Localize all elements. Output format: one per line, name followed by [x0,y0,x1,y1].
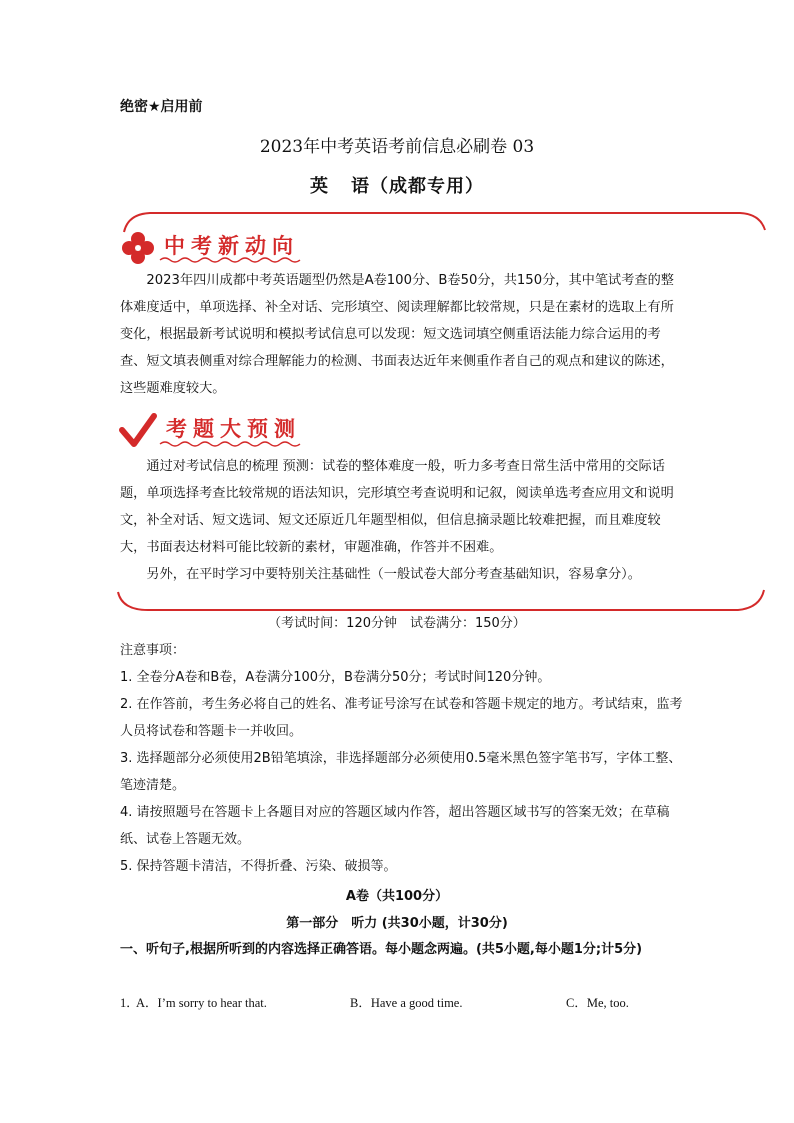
note-item: 3. 选择题部分必须使用2B铅笔填涂，非选择题部分必须使用0.5毫米黑色签字笔书写，字体工整、笔迹清楚。 [120,751,682,793]
subject-title: 英 语（成都专用） [310,176,484,197]
part-title: 第一部分 听力 (共30小题，计30分) [286,916,508,931]
page-title: 2023年中考英语考前信息必刷卷 03 [259,137,535,157]
option-a: A．I’m sorry to hear that. [136,996,267,1010]
question-number: 1． [120,996,139,1010]
confidential-label: 绝密★启用前 [120,99,203,115]
note-item: 2. 在作答前，考生务必将自己的姓名、准考证号涂写在试卷和答题卡规定的地方。考试结束，监考人员将试卷和答题卡一并收回。 [120,697,683,739]
notes-title: 注意事项： [120,643,186,658]
exam-info: （考试时间：120分钟 试卷满分：150分） [268,616,526,631]
option-b: B．Have a good time. [350,996,463,1010]
volume-title: A卷（共100分） [345,889,449,904]
predict-paragraph: 通过对考试信息的梳理 预测：试卷的整体难度一般，听力多考查日常生活中常用的交际话题，单项选择考查比较常规的语法知识，完形填空考查说明和记叙，阅读单选考查应用文和说明文，补全对话、短文选词、短文还原近几年题型相似，但信息摘录题比较难把握，而且难度较大，书面表达材料可能比较新的素材，审题准确，作答并不困难。 另外，在平时学习中要特别关注基础性（一般试卷大部分考查基础知识，容易拿分）。 [120,459,674,582]
note-item: 1. 全卷分A卷和B卷，A卷满分100分，B卷满分50分；考试时间120分钟。 [120,670,551,685]
section-instruction: 一、听句子,根据所听到的内容选择正确答语。每小题念两遍。(共5小题,每小题1分;计5分) [120,942,643,957]
trends-paragraph: 2023年四川成都中考英语题型仍然是A卷100分、B卷50分，共150分，其中笔试考查的整体难度适中，单项选择、补全对话、完形填空、阅读理解都比较常规，只是在素材的选取上有所变化，根据最新考试说明和模拟考试信息可以发现：短文选词填空侧重语法能力综合运用的考查、短文填表侧重对综合理解能力的检测、书面表达近年来侧重作者自己的观点和建议的陈述，这些题难度较大。 [120,273,674,396]
note-item: 5. 保持答题卡清洁，不得折叠、污染、破损等。 [120,859,397,874]
checkmark-icon [118,410,158,450]
notes-block [120,637,685,880]
option-c: C．Me, too. [566,996,629,1010]
clover-icon [120,230,156,266]
predict-heading: 考题大预测 [166,417,301,441]
trends-heading: 中考新动向 [164,234,299,258]
note-item: 4. 请按照题号在答题卡上各题目对应的答题区域内作答，超出答题区域书写的答案无效；在草稿纸、试卷上答题无效。 [120,805,670,847]
